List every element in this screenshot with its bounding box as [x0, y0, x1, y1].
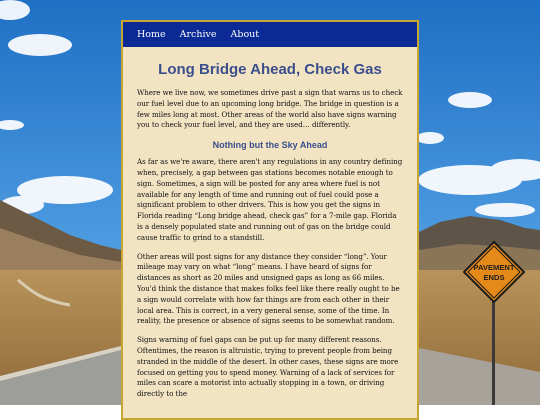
article-paragraph: Other areas will post signs for any distance they consider “long”. Your mileage may vary on what “long” means. I have heard of signs for distances as short as 20 miles and unsigned gaps as long as 66 miles. You'd think the distance that makes folks feel like there really ought to be a sign would correlate with how far things are from each other in their local area. This is correct, in a very general sense, some of the time. In reality, the presence or absence of signs seems to be somewhat random. [137, 251, 400, 326]
nav-archive-link[interactable]: Archive [179, 29, 217, 40]
nav-about-link[interactable]: About [230, 29, 260, 40]
article-page [121, 20, 419, 420]
section-heading: Nothing but the Sky Ahead [212, 140, 328, 151]
pavement-ends-sign [462, 240, 526, 304]
article-paragraph: Signs warning of fuel gaps can be put up for many different reasons. Oftentimes, the reason is altruistic, trying to prevent people from being stranded in the middle of the desert. In other cases, these signs are more focused on getting you to spend money. Warning of a lack of services for miles can scare a motorist into actually stopping in a town, or driving directly to the [137, 335, 399, 399]
article-intro: Where we live now, we sometimes drive past a sign that warns us to check our fuel level due to an upcoming long bridge. The bridge in question is a few miles long at most. Other areas of the world also have signs warning you to check your fuel level, and they are used… differently. [137, 88, 403, 130]
sign-line-1: PAVEMENT [473, 263, 515, 272]
nav-home-link[interactable]: Home [137, 29, 166, 40]
article-title: Long Bridge Ahead, Check Gas [158, 61, 382, 78]
article-paragraph: As far as we're aware, there aren't any regulations in any country defining when, precisely, a gap between gas stations becomes notable enough to sign. Sometimes, a sign will be posted for any area where fuel is not available for any length of time and running out of fuel could pose a significant problem to other drivers. This is how you get the signs in Florida reading “Long bridge ahead, check gas” for a 7-mile gap. Florida is a densely populated state and running out of gas on the bridge could cause traffic to grind to a standstill. [137, 157, 403, 242]
top-nav [123, 22, 417, 47]
article-content [123, 61, 417, 400]
sign-line-2: ENDS [483, 273, 505, 282]
diamond-sign-icon [462, 240, 526, 304]
